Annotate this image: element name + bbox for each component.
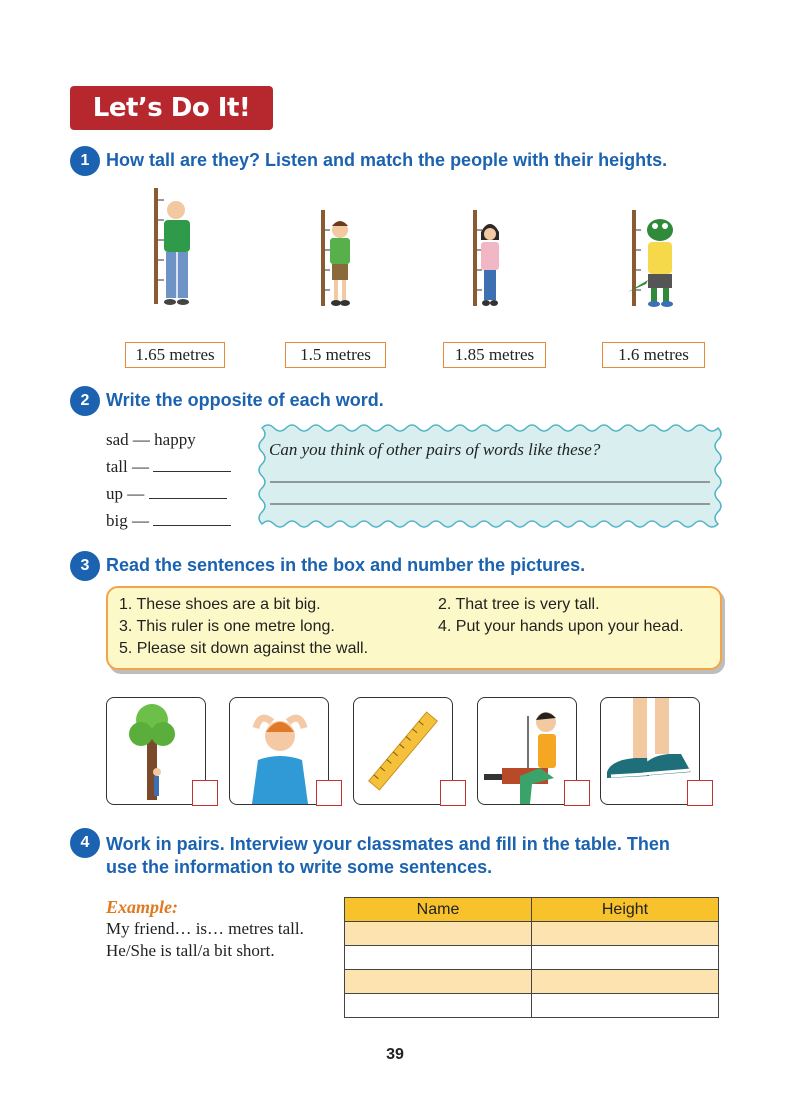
lets-do-it-banner: Let’s Do It!	[70, 86, 273, 130]
dinosaur-figure-icon	[628, 210, 673, 307]
table-row	[345, 994, 719, 1018]
picture-ruler	[353, 697, 453, 805]
word-pair-up: up —	[106, 484, 227, 504]
section-1-number: 1	[70, 146, 100, 176]
height-figures	[120, 180, 720, 325]
sentence-1: 1. These shoes are a bit big.	[119, 596, 321, 613]
section-1-heading: How tall are they? Listen and match the people with their heights.	[106, 150, 668, 170]
answer-blank[interactable]	[153, 511, 231, 526]
picture-tree	[106, 697, 206, 805]
table-row	[345, 946, 719, 970]
answer-blank[interactable]	[153, 457, 231, 472]
table-row	[345, 970, 719, 994]
think-prompt: Can you think of other pairs of words like these?	[269, 440, 601, 459]
word-pair-tall: tall —	[106, 457, 231, 477]
big-shoes-icon	[601, 698, 699, 804]
section-4-heading-line-2: use the information to write some sentences.	[106, 857, 493, 877]
height-option-4: 1.6 metres	[602, 342, 705, 368]
picture-hands-on-head	[229, 697, 329, 805]
girl-figure-icon	[473, 210, 499, 306]
number-box-4[interactable]	[564, 780, 590, 806]
table-row	[345, 922, 719, 946]
table-header-name: Name	[345, 898, 532, 922]
picture-sit-against-wall	[477, 697, 577, 805]
man-figure-icon	[154, 188, 190, 305]
picture-big-shoes	[600, 697, 700, 805]
name-cell[interactable]	[345, 970, 532, 994]
sentence-5: 5. Please sit down against the wall.	[119, 640, 369, 657]
height-option-3: 1.85 metres	[443, 342, 546, 368]
name-cell[interactable]	[345, 946, 532, 970]
sentence-4: 4. Put your hands upon your head.	[438, 618, 684, 635]
name-cell[interactable]	[345, 922, 532, 946]
example-label: Example:	[106, 897, 178, 917]
think-box	[256, 422, 724, 532]
example-line-1: My friend… is… metres tall.	[106, 919, 304, 938]
section-4-heading-line-1: Work in pairs. Interview your classmates and fill in the table. Then	[106, 834, 670, 854]
number-box-5[interactable]	[687, 780, 713, 806]
section-2-heading: Write the opposite of each word.	[106, 390, 384, 410]
name-cell[interactable]	[345, 994, 532, 1018]
height-option-1: 1.65 metres	[125, 342, 225, 368]
section-2-number: 2	[70, 386, 100, 416]
word-pair-sad: sad — happy	[106, 430, 196, 449]
interview-table	[344, 897, 719, 1018]
section-3-heading: Read the sentences in the box and number the pictures.	[106, 555, 586, 575]
page-number: 39	[386, 1046, 404, 1063]
word-pair-big: big —	[106, 511, 231, 531]
tall-tree-icon	[107, 698, 205, 804]
number-box-1[interactable]	[192, 780, 218, 806]
boy-figure-icon	[321, 210, 350, 306]
answer-blank[interactable]	[149, 484, 227, 499]
height-cell[interactable]	[532, 946, 719, 970]
example-line-2: He/She is tall/a bit short.	[106, 941, 275, 960]
height-cell[interactable]	[532, 970, 719, 994]
number-box-3[interactable]	[440, 780, 466, 806]
boy-sitting-icon	[478, 698, 576, 804]
hands-on-head-icon	[230, 698, 328, 804]
height-cell[interactable]	[532, 922, 719, 946]
sentence-2: 2. That tree is very tall.	[438, 596, 600, 613]
sentence-3: 3. This ruler is one metre long.	[119, 618, 335, 635]
height-cell[interactable]	[532, 994, 719, 1018]
ruler-icon	[354, 698, 452, 804]
section-4-number: 4	[70, 828, 100, 858]
section-3-number: 3	[70, 551, 100, 581]
height-option-2: 1.5 metres	[285, 342, 386, 368]
table-header-height: Height	[532, 898, 719, 922]
number-box-2[interactable]	[316, 780, 342, 806]
